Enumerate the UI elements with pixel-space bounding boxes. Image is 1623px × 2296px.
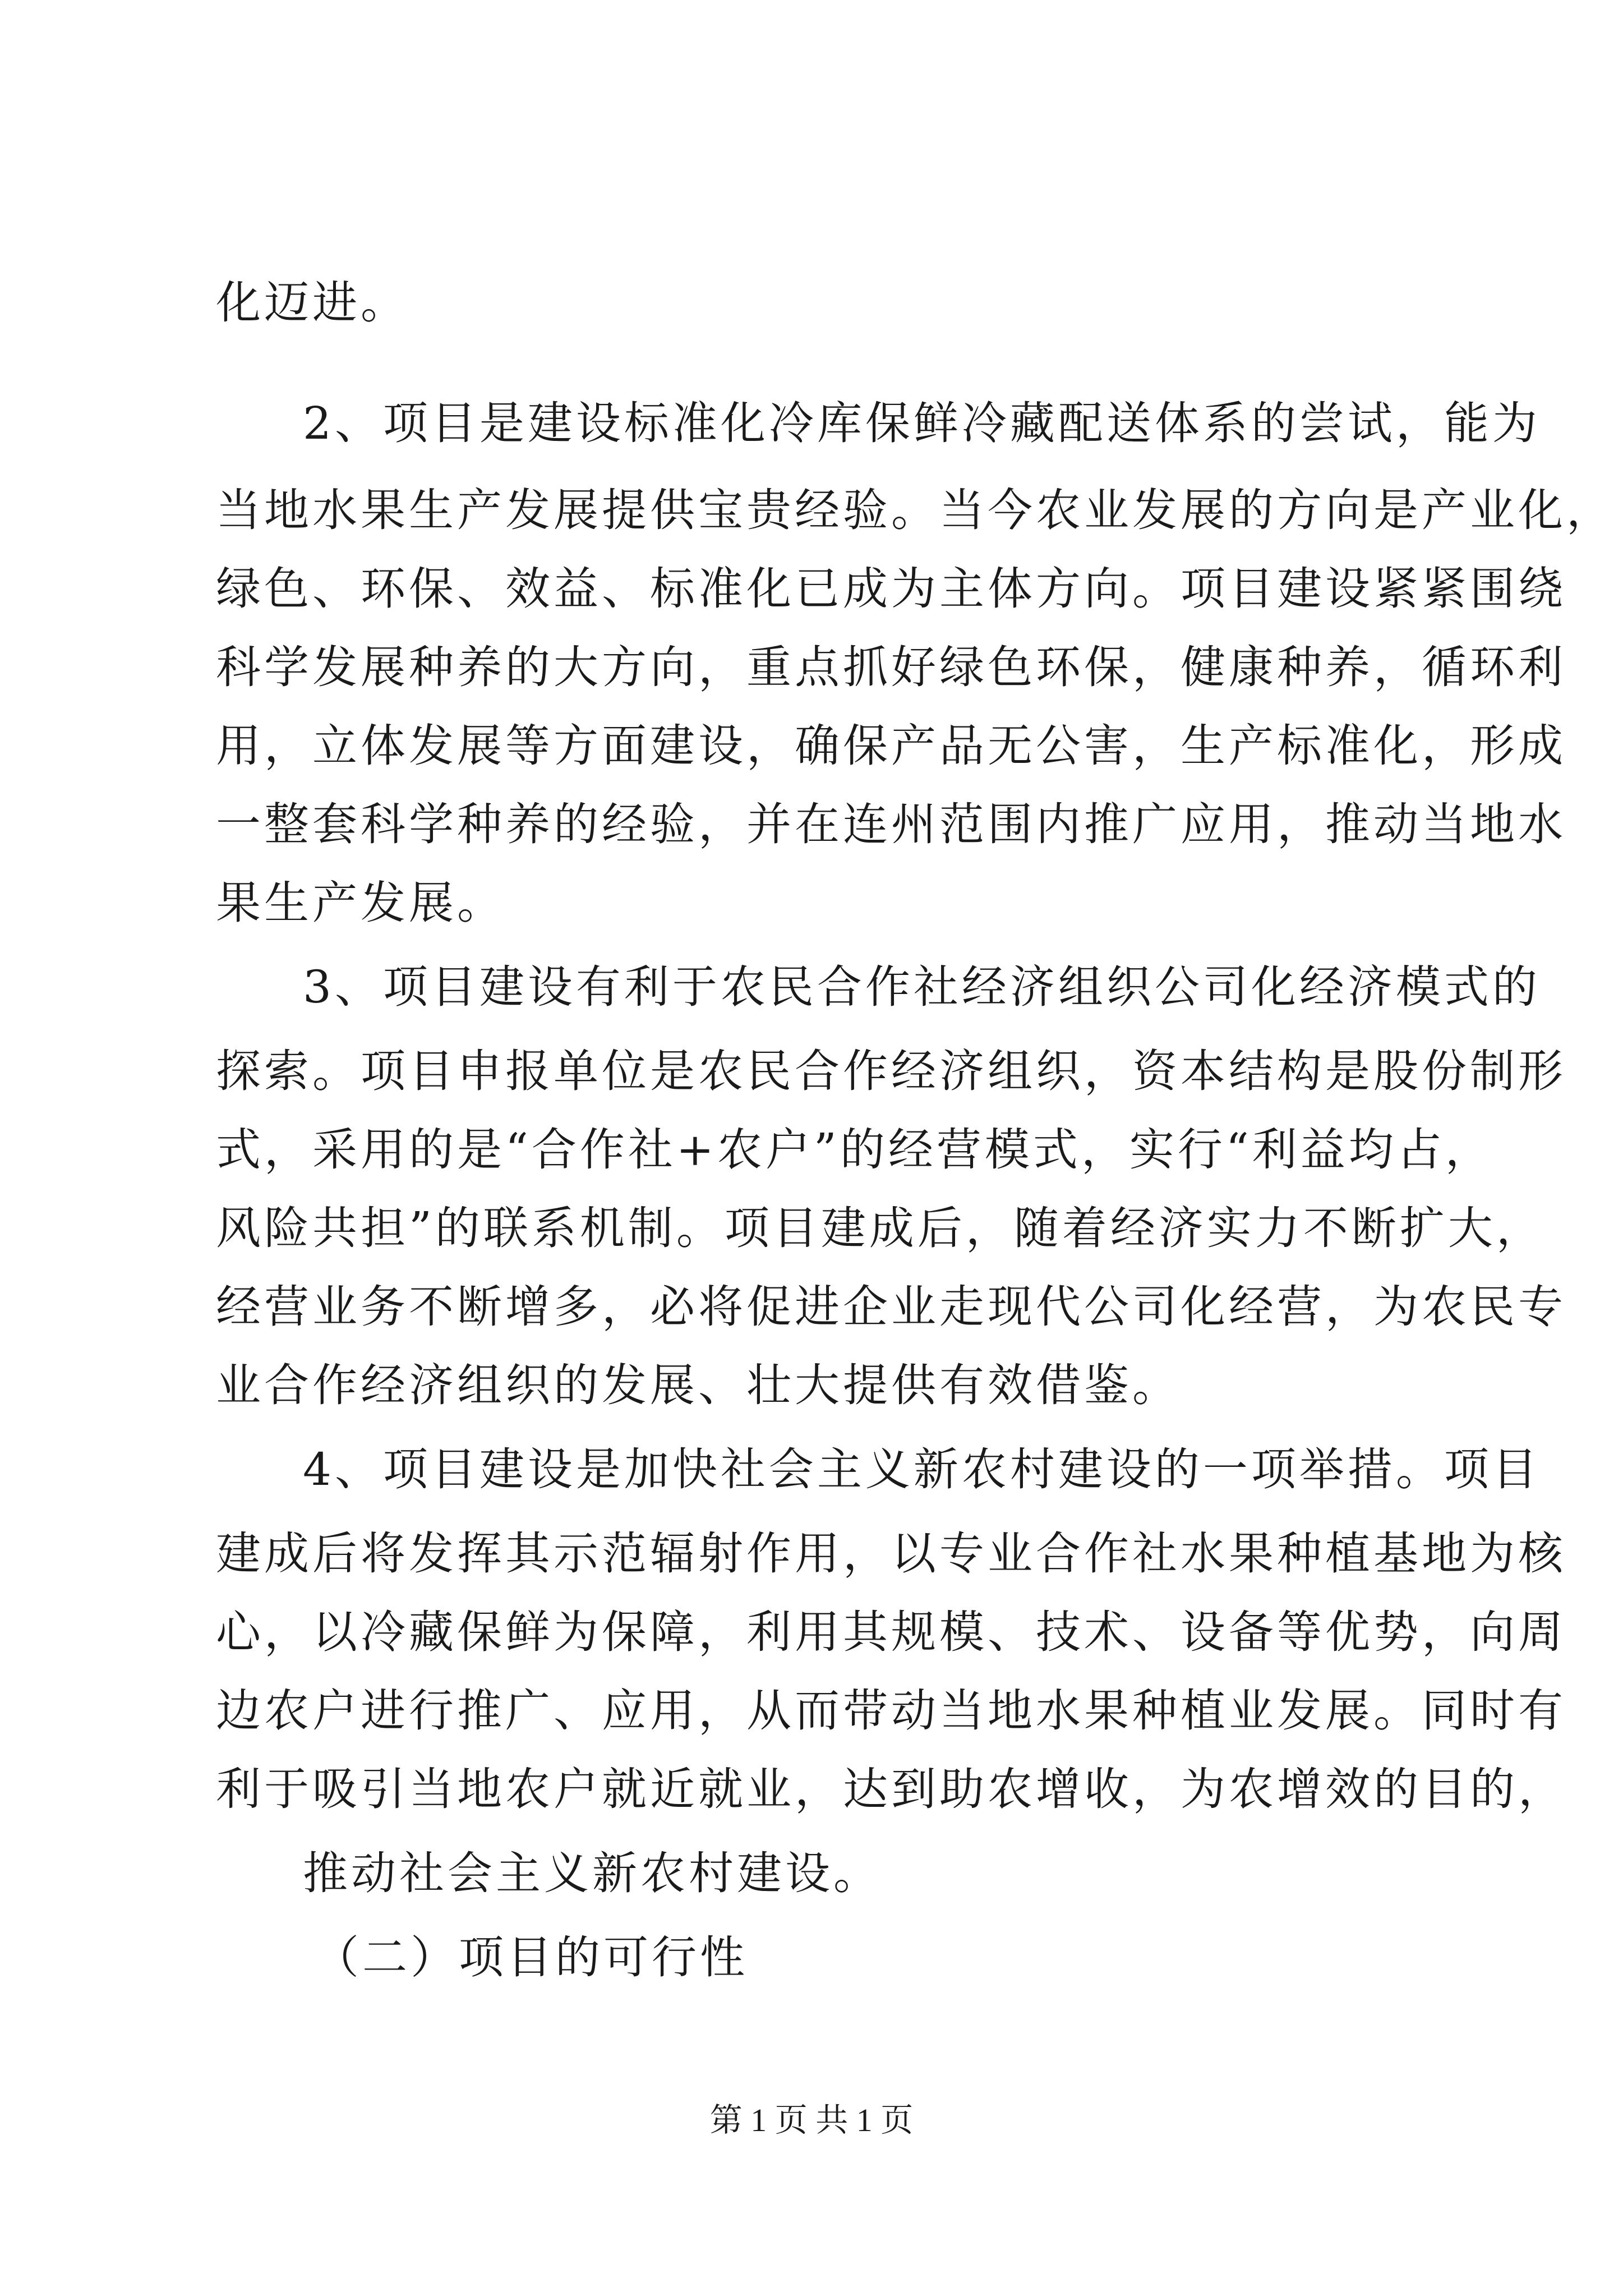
- body-line: 当地水果生产发展提供宝贵经验。当今农业发展的方向是产业化，: [216, 484, 1615, 536]
- page-footer: 第 1 页 共 1 页: [709, 2102, 914, 2138]
- paragraph-4-start: 4、项目建设是加快社会主义新农村建设的一项举措。项目: [303, 1443, 1541, 1496]
- paragraph-2-start: 2、项目是建设标准化冷库保鲜冷藏配送体系的尝试，能为: [303, 397, 1541, 449]
- body-line: 用，立体发展等方面建设，确保产品无公害，生产标准化，形成: [216, 720, 1566, 772]
- body-line: 绿色、环保、效益、标准化已成为主体方向。项目建设紧紧围绕: [216, 563, 1566, 615]
- body-line: 经营业务不断增多，必将促进企业走现代公司化经营，为农民专: [216, 1281, 1566, 1333]
- body-line: 化迈进。: [216, 277, 409, 329]
- body-line: 心，以冷藏保鲜为保障，利用其规模、技术、设备等优势，向周: [216, 1606, 1566, 1658]
- body-line: 一整套科学种养的经验，并在连州范围内推广应用，推动当地水: [216, 798, 1566, 850]
- body-line: 业合作经济组织的发展、壮大提供有效借鉴。: [216, 1359, 1181, 1411]
- body-line: 风险共担”的联系机制。项目建成后，随着经济实力不断扩大，: [216, 1202, 1544, 1254]
- paragraph-3-start: 3、项目建设有利于农民合作社经济组织公司化经济模式的: [303, 961, 1541, 1013]
- body-line: 探索。项目申报单位是农民合作经济组织，资本结构是股份制形: [216, 1045, 1566, 1097]
- section-heading: （二）项目的可行性: [314, 1931, 748, 1984]
- body-line: 式，采用的是“合作社+农户”的经营模式，实行“利益均占，: [216, 1124, 1493, 1176]
- body-line: 果生产发展。: [216, 877, 505, 929]
- body-line: 推动社会主义新农村建设。: [303, 1847, 882, 1899]
- body-line: 边农户进行推广、应用，从而带动当地水果种植业发展。同时有: [216, 1685, 1566, 1737]
- body-line: 建成后将发挥其示范辐射作用，以专业合作社水果种植基地为核: [216, 1527, 1566, 1580]
- body-line: 科学发展种养的大方向，重点抓好绿色环保，健康种养，循环利: [216, 641, 1566, 693]
- body-line: 利于吸引当地农户就近就业，达到助农增收，为农增效的目的，: [216, 1763, 1566, 1815]
